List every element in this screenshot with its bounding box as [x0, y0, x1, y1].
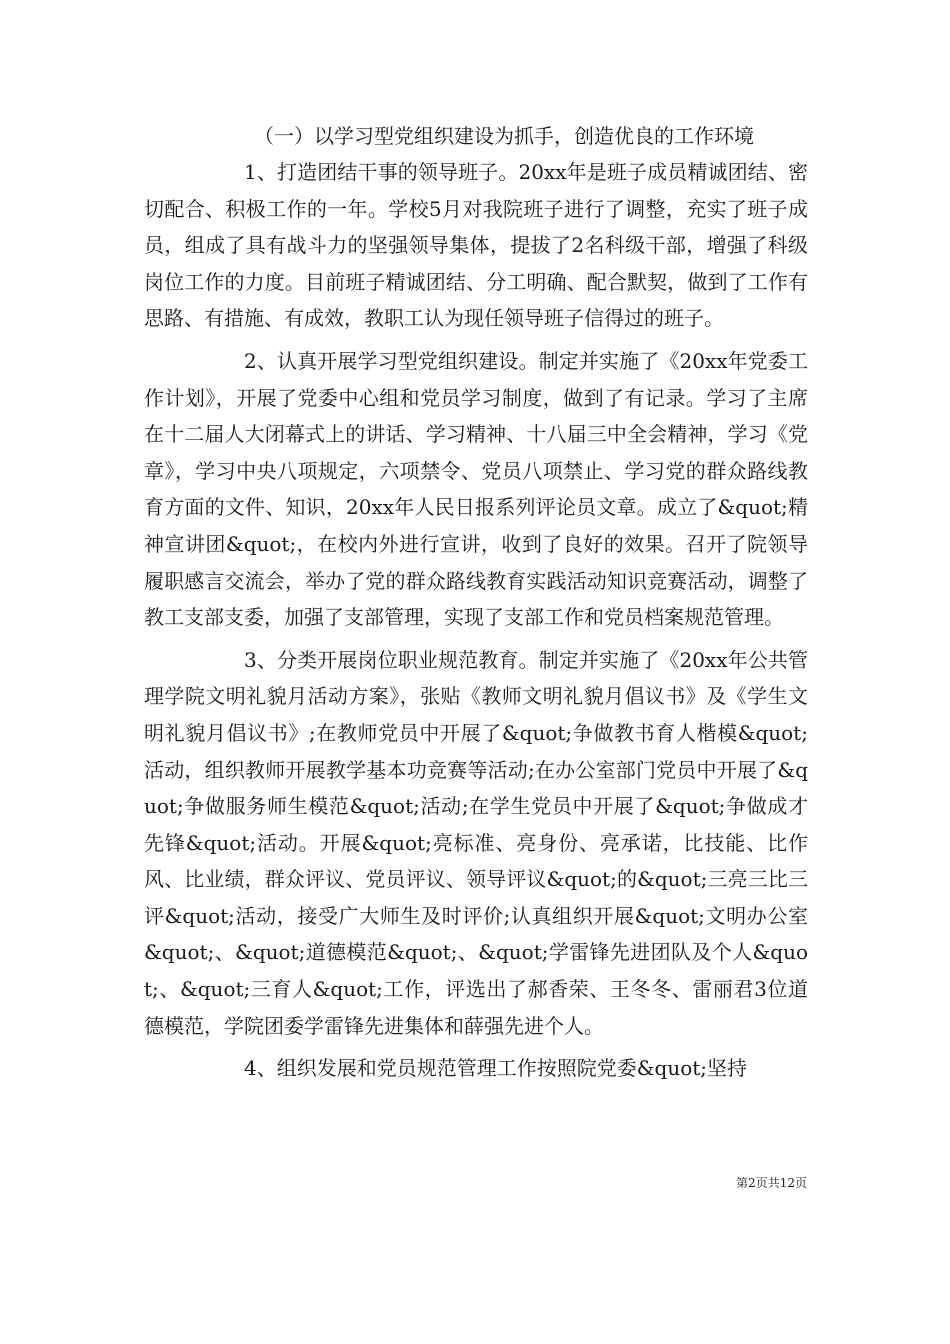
paragraph-4: 4、组织发展和党员规范管理工作按照院党委&quot;坚持	[244, 1056, 748, 1081]
document-body	[144, 118, 808, 1093]
section-heading: （一）以学习型党组织建设为抓手，创造优良的工作环境	[254, 124, 754, 148]
paragraph-1: 1、打造团结干事的领导班子。20xx年是班子成员精诚团结、密切配合、积极工作的一年。学校5月对我院班子进行了调整，充实了班子成员，组成了具有战斗力的坚强领导集体，提拔了2名科级干部，增强了科级岗位工作的力度。目前班子精诚团结、分工明确、配合默契，做到了工作有思路、有措施、有成效，教职工认为现任领导班子信得过的班子。	[144, 160, 808, 331]
page-number: 第2页共12页	[736, 1176, 807, 1190]
paragraph-2: 2、认真开展学习型党组织建设。制定并实施了《20xx年党委工作计划》，开展了党委中心组和党员学习制度，做到了有记录。学习了主席在十二届人大闭幕式上的讲话、学习精神、十八届三中全会精神，学习《党章》，学习中央八项规定，六项禁令、党员八项禁止、学习党的群众路线教育方面的文件、知识，20xx年人民日报系列评论员文章。成立了&quot;精神宣讲团&quot;，在校内外进行宣讲，收到了良好的效果。召开了院领导履职感言交流会，举办了党的群众路线教育实践活动知识竞赛活动，调整了教工支部支委，加强了支部管理，实现了支部工作和党员档案规范管理。	[144, 348, 808, 630]
paragraph-3: 3、分类开展岗位职业规范教育。制定并实施了《20xx年公共管理学院文明礼貌月活动方案》，张贴《教师文明礼貌月倡议书》及《学生文明礼貌月倡议书》;在教师党员中开展了&quot;争做教书育人楷模&quot;活动，组织教师开展教学基本功竞赛等活动;在办公室部门党员中开展了&quot;争做服务师生模范&quot;活动;在学生党员中开展了&quot;争做成才先锋&quot;活动。开展&quot;亮标准、亮身份、亮承诺，比技能、比作风、比业绩，群众评议、党员评议、领导评议&quot;的&quot;三亮三比三评&quot;活动，接受广大师生及时评价;认真组织开展&quot;文明办公室&quot;、&quot;道德模范&quot;、&quot;学雷锋先进团队及个人&quot;、&quot;三育人&quot;工作，评选出了郝香荣、王冬冬、雷丽君3位道德模范，学院团委学雷锋先进集体和薛强先进个人。	[144, 647, 808, 1038]
